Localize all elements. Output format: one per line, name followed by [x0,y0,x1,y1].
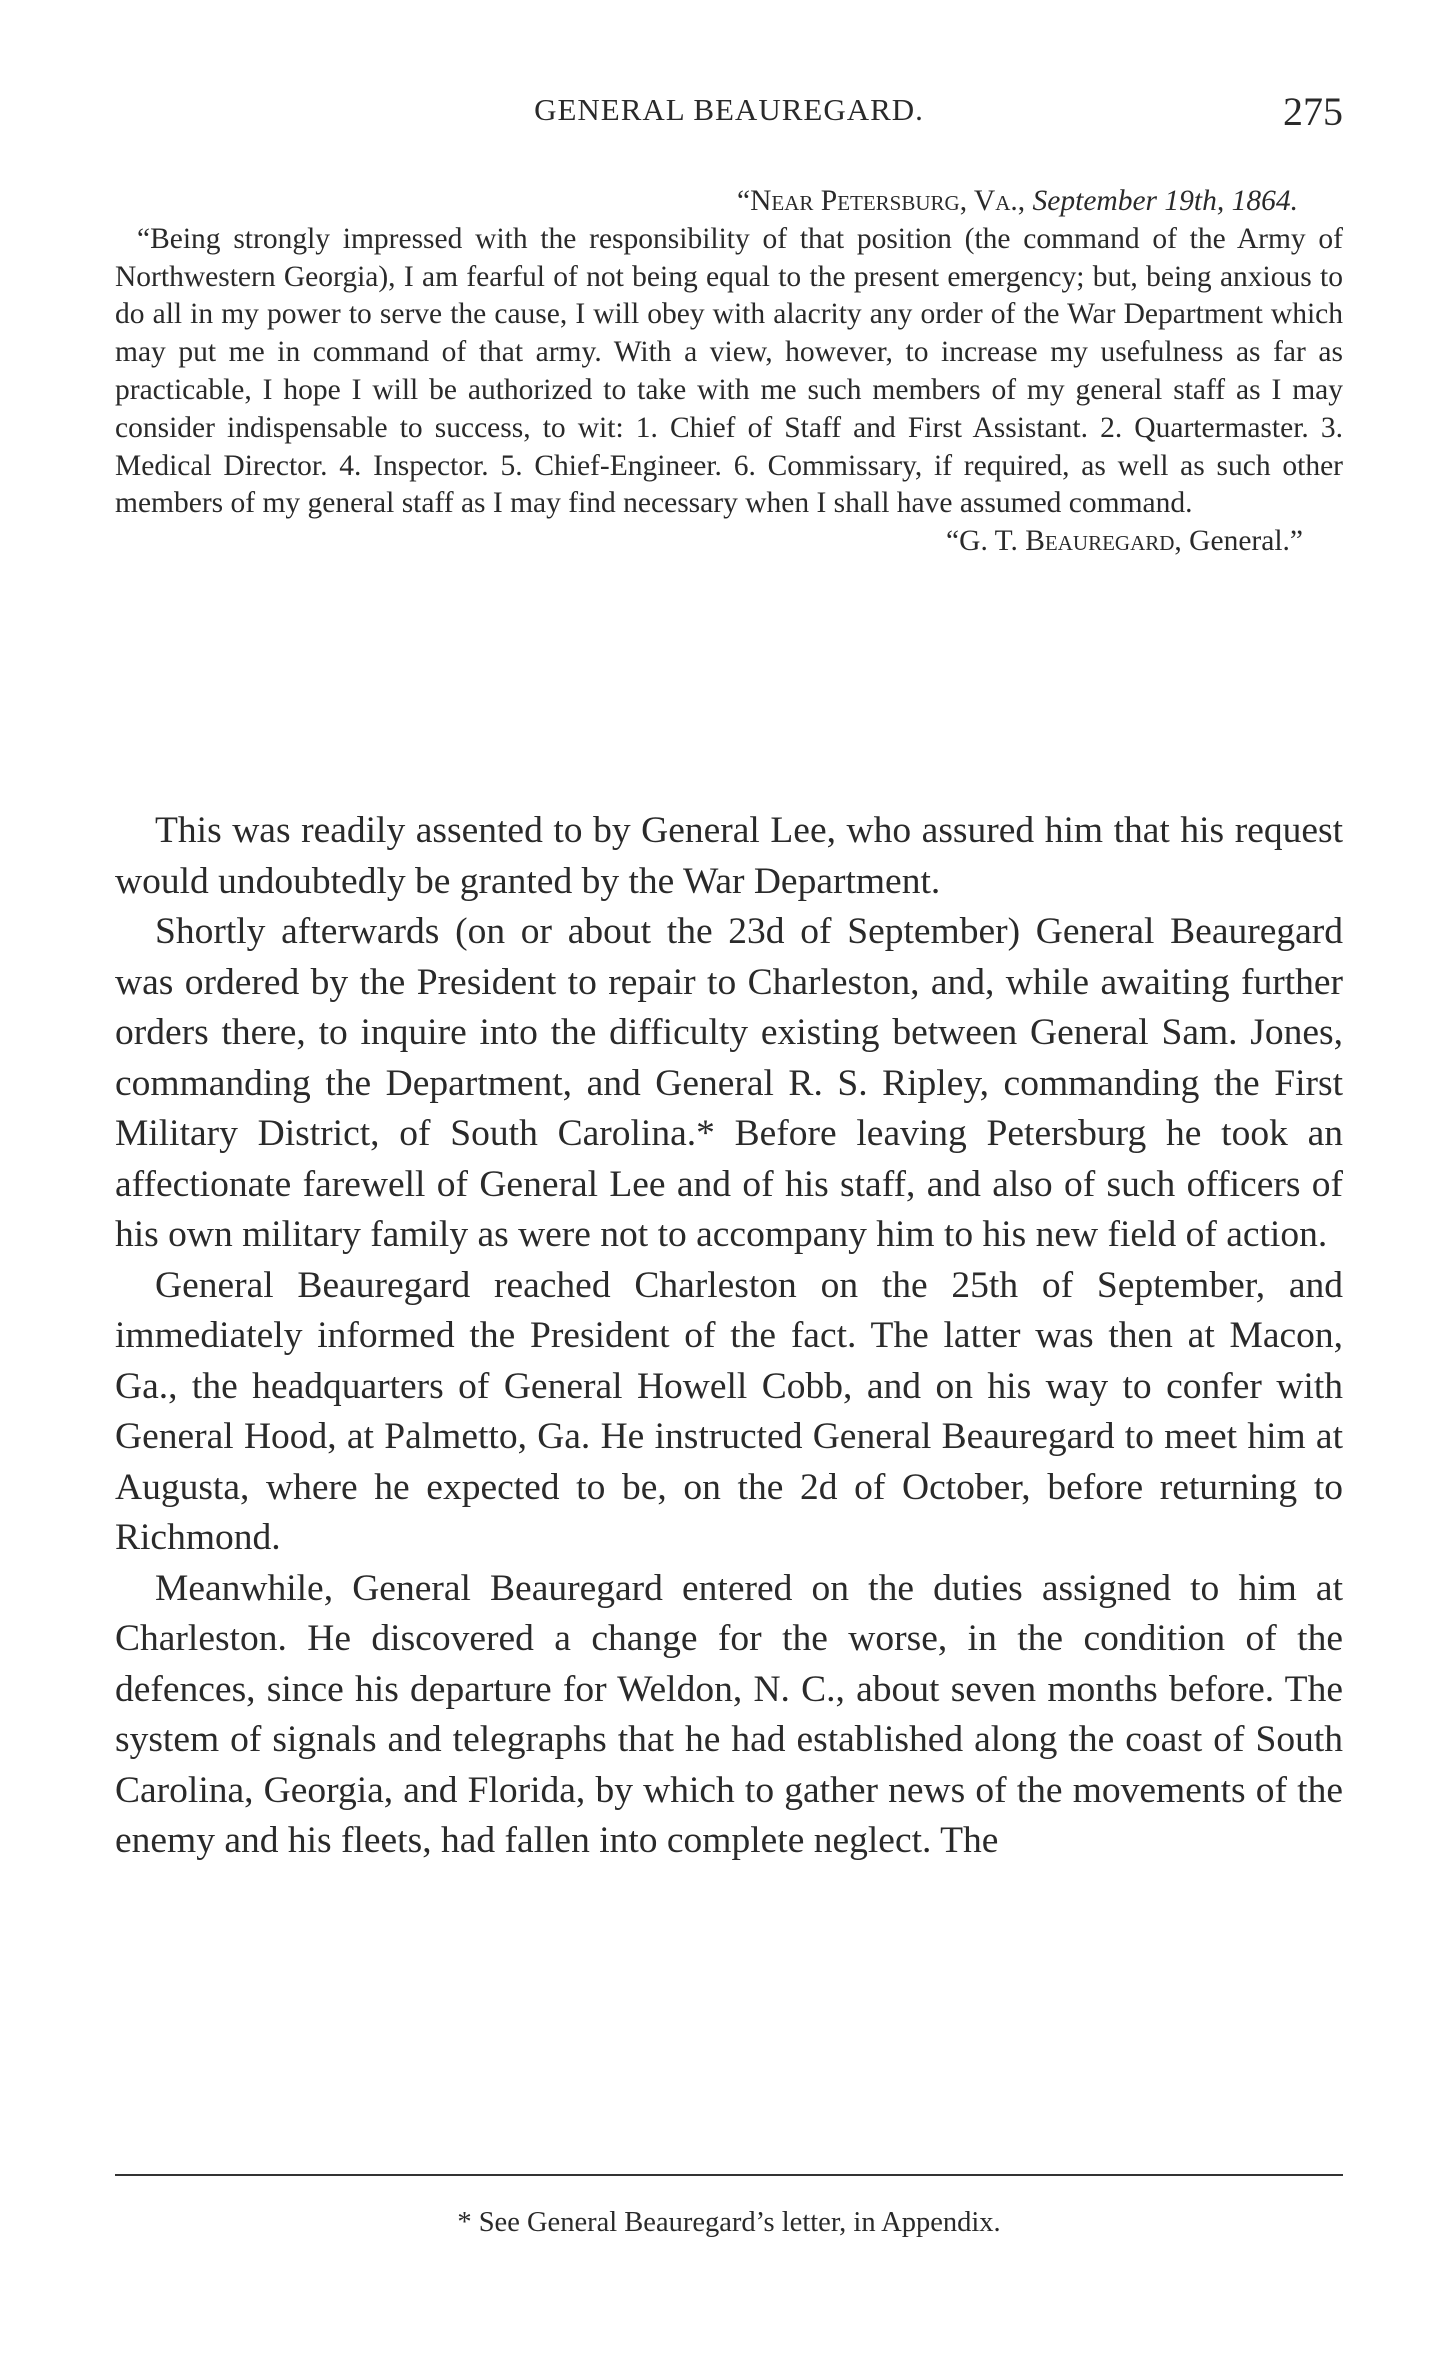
letter-signature [115,523,1343,561]
dateline-place: “Near Petersburg, Va., [737,185,1026,217]
signature-rank: General.” [1181,525,1303,558]
paragraph: Shortly afterwards (on or about the 23d of September) General Beauregard was ordered by the President to repair to Charleston, and, while awaiting further orders there, to inquire into the difficulty existing between General Sam. Jones, commanding the Department, and General R. S. Ripley, commanding the First Military District, of South Carolina.* Before leaving Petersburg he took an affectionate farewell of General Lee and of his staff, and also of such officers of his own military family as were not to accompany him to his new field of action. [115,911,1343,1255]
paragraph: This was readily assented to by General Lee, who assured him that his request would undoubtedly be granted by the War Department. [115,810,1343,902]
footnote-divider [115,2174,1343,2176]
quoted-letter [115,183,1343,561]
main-text [115,806,1343,1867]
letter-body: “Being strongly impressed with the responsibility of that position (the command of the Army of Northwestern Georgia), I am fearful of not being equal to the present emergency; but, being anxious to do all in my power to serve the cause, I will obey with alacrity any order of the War Department which may put me in command of that army. With a view, however, to increase my usefulness as far as practicable, I hope I will be authorized to take with me such members of my general staff as I may consider indispensable to success, to wit: 1. Chief of Staff and First Assistant. 2. Quartermaster. 3. Medical Director. 4. Inspector. 5. Chief-Engineer. 6. Commissary, if required, as well as such other members of my general staff as I may find necessary when I shall have assumed command. [115,222,1343,520]
paragraph: General Beauregard reached Charleston on the 25th of September, and immediately informed the President of the fact. The latter was then at Macon, Ga., the headquarters of General Howell Cobb, and on his way to confer with General Hood, at Palmetto, Ga. He instructed General Beauregard to meet him at Augusta, where he expected to be, on the 2d of October, before returning to Richmond. [115,1264,1343,1558]
paragraph: Meanwhile, General Beauregard entered on the duties assigned to him at Charleston. He discovered a change for the worse, in the condition of the defences, since his departure for Weldon, N. C., about seven months before. The system of signals and telegraphs that he had established along the coast of South Carolina, Georgia, and Florida, by which to gather news of the movements of the enemy and his fleets, had fallen into complete neglect. The [115,1567,1343,1861]
signature-name: “G. T. Beauregard, [946,525,1182,558]
footnote: * See General Beauregard’s letter, in Appendix. [457,2207,1001,2238]
dateline-date: September 19th, 1864. [1025,185,1298,217]
letter-dateline [115,183,1343,221]
running-title: GENERAL BEAUREGARD. [534,92,924,127]
running-head [115,89,1343,142]
page-number: 275 [1283,89,1343,134]
